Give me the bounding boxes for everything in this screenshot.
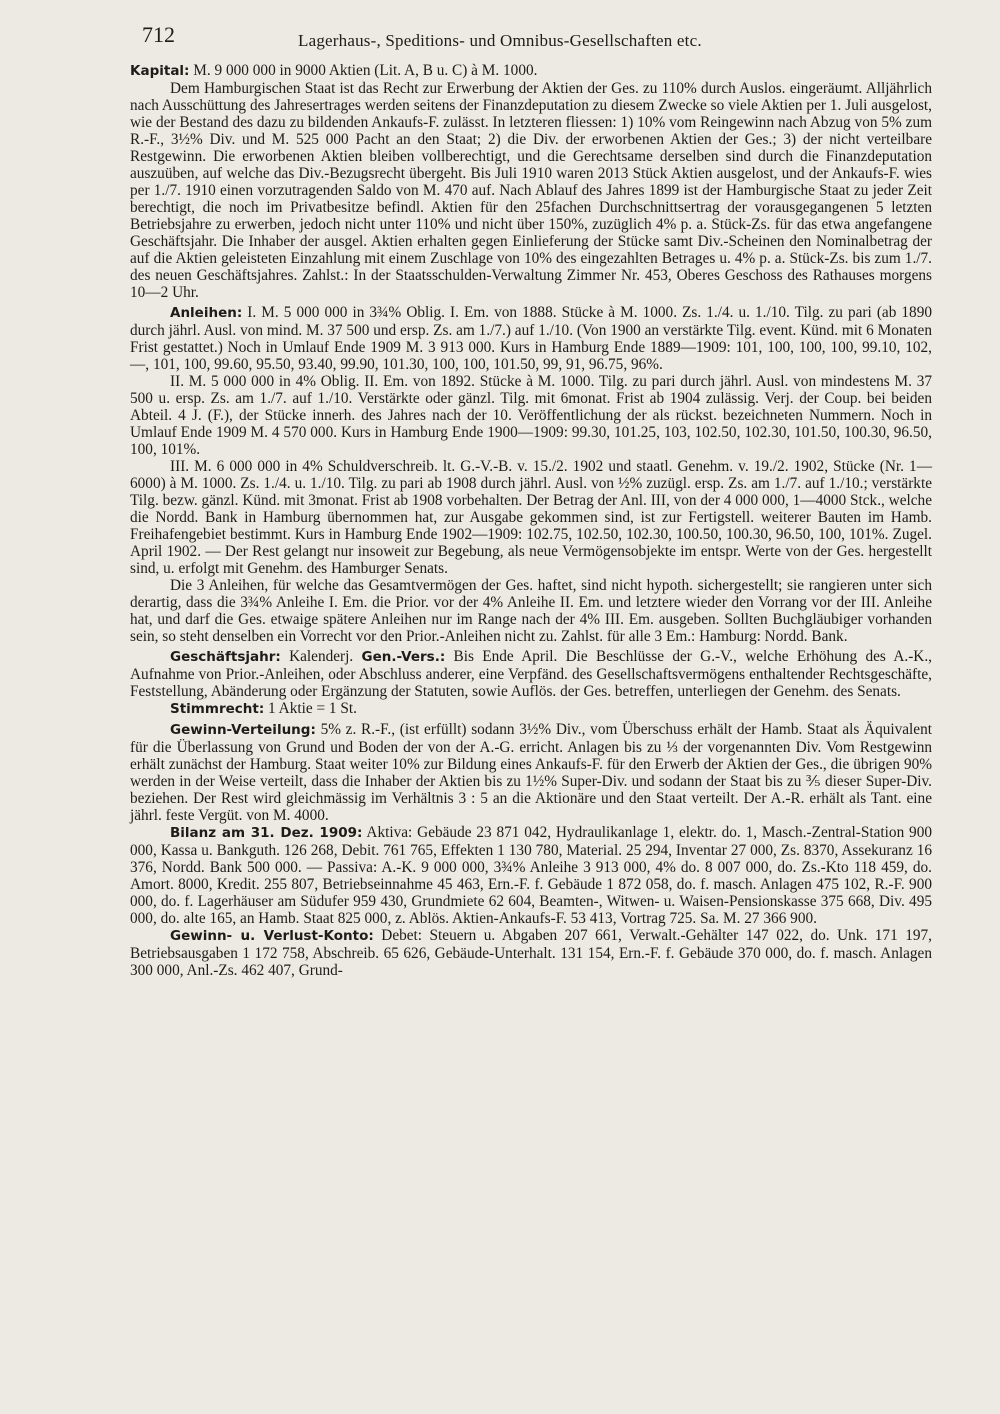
geschaeftsjahr-text: Kalenderj.: [280, 648, 362, 665]
anleihen-ii-paragraph: II. M. 5 000 000 in 4% Oblig. II. Em. von 1892. Stücke à M. 1000. Tilg. zu pari durch jährl. Ausl. von mindestens M. 37 500 u. ersp. Zs. am 1./7. auf 1./10. Verstärkte oder gänzl. Tilg. mit 6monat. Frist ab 1904 zulässig. Verj. der Coup. bei beiden Abteil. 4 J. (F.), der Stücke innerh. des Jahres nach der 10. Veröffentlichung der als rückst. bezeichneten Nummern. Noch in Umlauf Ende 1909 M. 4 570 000. Kurs in Hamburg Ende 1900—1909: 99.30, 101.25, 103, 102.50, 102.30, 101.50, 100.30, 96.50, 100, 101%.: [130, 373, 932, 458]
gen-vers-label: Gen.-Vers.:: [361, 649, 446, 665]
anleihen-iii-paragraph: III. M. 6 000 000 in 4% Schuldverschreib. lt. G.-V.-B. v. 15./2. 1902 und staatl. Genehm. v. 19./2. 1902, Stücke (Nr. 1—6000) à M. 1000. Zs. 1./4. u. 1./10. Tilg. zu pari ab 1908 durch jährl. Ausl. von ½% zuzügl. ersp. Zs. am 1./7. auf 1./10.; verstärkte Tilg. bezw. gänzl. Künd. mit 3monat. Frist ab 1908 vorbehalten. Der Betrag der Anl. III, von der 4 000 000, 1—4000 Stck., welche die Nordd. Bank in Hamburg übernommen hat, zur Ausgabe gekommen sind, ist zur Fertigstell. weiterer Bauten im Hamb. Freihafengebiet bestimmt. Kurs in Hamburg Ende 1902—1909: 102.75, 102.50, 102.30, 100.50, 100.30, 96.50, 100, 101%. Zugel. April 1902. — Der Rest gelangt nur insoweit zur Begebung, als neue Vermögensobjekte im entspr. Werte von der Ges. hergestellt sind, u. erfolgt mit Genehm. des Hamburger Senats.: [130, 458, 932, 577]
stimmrecht-text: 1 Aktie = 1 St.: [264, 700, 357, 717]
stimmrecht-paragraph: [130, 700, 932, 718]
anleihen-paragraph: [130, 304, 932, 373]
gen-vers-text: Bis Ende April. Die Beschlüsse der G.-V., welche Erhöhung des A.-K., Aufnahme von Prior.-Anleihen, oder Abschluss anderer, eine Verpfänd. des Gesellschaftsvermögens enthaltender Rechtsgeschäfte, Feststellung, Abänderung oder Ergänzung der Statuten, sowie Auflös. der Ges. betreffen, unterliegen der Genehm. des Senats.: [130, 648, 932, 700]
kapital-paragraph: [130, 62, 932, 80]
gewinn-verlust-text: Debet: Steuern u. Abgaben 207 661, Verwalt.-Gehälter 147 022, do. Unk. 171 197, Betriebsausgaben 1 172 758, Abschreib. 65 626, Gebäude-Unterhalt. 131 154, Ern.-F. f. Gebäude 370 000, do. f. masch. Anlagen 300 000, Anl.-Zs. 462 407, Grund-: [130, 927, 933, 979]
page-header: [130, 22, 932, 62]
kapital-text: M. 9 000 000 in 9000 Aktien (Lit. A, B u. C) à M. 1000.: [189, 62, 538, 79]
gewinn-verteilung-label: Gewinn-Verteilung:: [170, 722, 316, 738]
running-title: Lagerhaus-, Speditions- und Omnibus-Gesellschaften etc.: [298, 31, 702, 50]
bilanz-text: Aktiva: Gebäude 23 871 042, Hydraulikanlage 1, elektr. do. 1, Masch.-Zentral-Station 900 000, Kassa u. Bankguth. 126 268, Debit. 761 765, Effekten 1 130 780, Material. 25 294, Inventar 27 000, Zs. 8370, Assekuranz 16 376, Nordd. Bank 500 000. — Passiva: A.-K. 9 000 000, 3¾% Anleihe 3 913 000, 4% do. 8 007 000, do. Zs.-Kto 118 459, do. Amort. 8000, Kredit. 255 807, Betriebseinnahme 45 463, Ern.-F. f. Gebäude 1 872 058, do. f. masch. Anlagen 475 102, R.-F. 900 000, do. f. Lagerhäuser am Südufer 959 430, Grundmiete 62 604, Beamten-, Witwen- u. Waisen-Pensionskasse 375 668, Div. 495 000, do. alte 165, an Hamb. Staat 825 000, z. Ablös. Aktien-Ankaufs-F. 53 413, Vortrag 725. Sa. M. 27 366 900.: [130, 824, 933, 927]
geschaeftsjahr-paragraph: [130, 648, 932, 700]
geschaeftsjahr-label: Geschäftsjahr:: [170, 649, 281, 665]
page-number: 712: [142, 22, 175, 47]
gewinn-verteilung-paragraph: [130, 721, 932, 824]
kapital-details-paragraph: Dem Hamburgischen Staat ist das Recht zur Erwerbung der Aktien der Ges. zu 110% durch Auslos. eingeräumt. Alljährlich nach Ausschüttung des Jahresertrages werden seitens der Finanzdeputation zu diesem Zwecke so viele Aktien per 1. Juli ausgelost, wie der Bestand des dazu zu bildenden Ankaufs-F. zulässt. In letzteren fliessen: 1) 10% vom Reingewinn nach Abzug von 5% zum R.-F., 3½% Div. und M. 525 000 Pacht an den Staat; 2) die Div. der erworbenen Aktien der Ges.; 3) der nicht verteilbare Restgewinn. Die erworbenen Aktien bleiben vollberechtigt, und die Gerechtsame derselben sind durch die Finanzdeputation auszuüben, auf welche das Div.-Bezugsrecht übergeht. Bis Juli 1910 waren 2013 Stück Aktien ausgelost, und der Ankaufs-F. wies per 1./7. 1910 einen vorzutragenden Saldo von M. 470 auf. Nach Ablauf des Jahres 1899 ist der Hamburgische Staat zu jeder Zeit berechtigt, die noch im Privatbesitze befindl. Aktien für den 25fachen Durchschnittsertrag der vorausgegangenen 5 letzten Betriebsjahre zu erwerben, jedoch nicht unter 110% und nicht über 150%, zuzüglich 4% p. a. Stück-Zs. für das etwa angefangene Geschäftsjahr. Die Inhaber der ausgel. Aktien erhalten gegen Einlieferung der Stücke samt Div.-Scheinen den Nominalbetrag der auf die Aktien geleisteten Einzahlung mit einem Zuschlage von 10% des eingezahlten Betrages u. 4% p. a. Stück-Zs. bis zum 1./7. des neuen Geschäftsjahres. Zahlst.: In der Staatsschulden-Verwaltung Zimmer Nr. 453, Oberes Geschoss des Rathauses morgens 10—2 Uhr.: [130, 80, 932, 301]
kapital-label: Kapital:: [130, 63, 190, 79]
gewinn-verlust-label: Gewinn- u. Verlust-Konto:: [170, 928, 374, 944]
gewinn-verlust-paragraph: [130, 927, 932, 979]
bilanz-label: Bilanz am 31. Dez. 1909:: [170, 825, 363, 841]
anleihen-text: I. M. 5 000 000 in 3¾% Oblig. I. Em. von 1888. Stücke à M. 1000. Zs. 1./4. u. 1./10. Tilg. zu pari (ab 1890 durch jährl. Ausl. von mind. M. 37 500 und ersp. Zs. am 1./7.) auf 1./10. (Von 1900 an verstärkte Tilg. event. Künd. mit 6 Monaten Frist gestattet.) Noch in Umlauf Ende 1909 M. 3 913 000. Kurs in Hamburg Ende 1889—1909: 101, 100, 100, 100, 99.10, 102, —, 101, 100, 99.60, 95.50, 93.40, 99.90, 101.30, 100, 100, 101.50, 99, 91, 96.75, 96%.: [130, 304, 932, 373]
stimmrecht-label: Stimmrecht:: [170, 701, 265, 717]
bilanz-paragraph: [130, 824, 932, 927]
anleihen-summary-paragraph: Die 3 Anleihen, für welche das Gesamtvermögen der Ges. haftet, sind nicht hypoth. sichergestellt; sie rangieren unter sich derartig, dass die 3¾% Anleihe I. Em. die Prior. vor der 4% Anleihe II. Em. und letztere wieder den Vorrang vor der III. Anleihe hat, und darf die Ges. etwaige spätere Anleihen nur im Range nach der 4% III. Em. ausgeben. Sollten Buchgläubiger vorhanden sein, so steht denselben ein Vorrecht vor den Prior.-Anleihen nicht zu. Zahlst. für alle 3 Em.: Hamburg: Nordd. Bank.: [130, 577, 932, 645]
gewinn-verteilung-text: 5% z. R.-F., (ist erfüllt) sodann 3½% Div., vom Überschuss erhält der Hamb. Staat als Äquivalent für die Überlassung von Grund und Boden der von der A.-G. erricht. Anlagen bis zu ⅓ der vorgenannten Div. Vom Restgewinn erhält zunächst der Hamburg. Staat weiter 10% zur Bildung eines Ankaufs-F. für den Erwerb der Aktien der Ges., die übrigen 90% werden in der Weise verteilt, dass die Inhaber der Aktien bis zu 1½% Super-Div. und sodann der Staat bis zu ⅗ dieser Super-Div. beziehen. Der Rest wird gleichmässig im Verhältnis 3 : 5 an die Aktionäre und den Staat verteilt. Der A.-R. erhält als Tant. eine jährl. feste Vergüt. von M. 4000.: [130, 721, 932, 824]
anleihen-label: Anleihen:: [170, 305, 243, 321]
document-body: [130, 62, 932, 979]
